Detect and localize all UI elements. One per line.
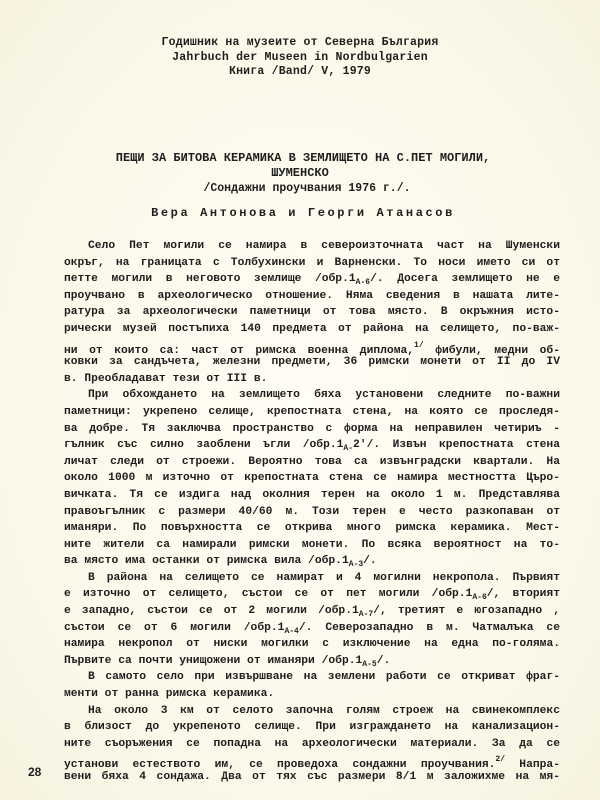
text-line [64,736,560,753]
text-line [64,238,560,255]
text-line-content: паметници: укрепено селище, крепостната стена, на която се проследя- [64,405,560,418]
text-line-content: рически музей постъпиха 140 предмета от района на селището, по-важ- [64,322,560,335]
text-line [64,271,560,288]
text-line-content: /, вторият [486,588,560,601]
text-line-content: ратура за археологически паметници от това място. В окръжния исто- [64,306,560,319]
text-line-content: иманяри. По повърхността се открива много римска керамика. Мест- [64,522,560,535]
text-line-content: 2'/. Извън крепостната стена [353,439,560,452]
text-line-content: около 1000 м източно от крепостната стена се намира местността Църо- [64,472,560,485]
text-line [64,769,560,786]
text-line [64,586,560,603]
text-line-content: ните жители са намирали римски монети. По всяка вероятност на то- [64,538,560,551]
text-line [64,371,560,388]
text-line [64,354,560,371]
text-line [64,636,560,653]
text-line [64,553,560,570]
text-line-content: правоъгълник с размери 40/60 м. Този терен е често разкопаван от [64,505,560,518]
text-line [64,304,560,321]
journal-volume: Книга /Band/ V, 1979 [228,65,372,78]
text-line [64,470,560,487]
text-line-content: проучвано в археологическо отношение. Няма сведения в нашата лите- [64,289,560,302]
text-line-content: менти от ранна римска керамика. [64,688,275,701]
figure-subscript: А-6 [472,593,487,603]
article-title-line-2: ШУМЕНСКО [271,166,329,180]
text-line [64,520,560,537]
text-line-content: вени бяха 4 сондажа. Два от тях със размери 8/1 м заложихме на мя- [64,771,560,783]
text-line-content: Село Пет могили се намира в североизточната част на Шуменски [88,240,560,252]
text-line-content: петте могили в неговото землище /обр.1 [64,273,356,286]
text-line-content: е западно, състои се от 2 могили /обр.1 [64,605,359,618]
text-line-content: установи естеството им, се проведоха сондажни проучвания. [64,759,496,772]
text-line-content: /. [376,654,391,667]
figure-subscript: А-3 [348,560,364,570]
figure-subscript: А-6 [355,278,371,288]
journal-title-bulgarian: Годишник на музеите от Северна България [161,36,439,49]
text-line-content: Първите са почти унищожени от иманяри /обр.1 [64,654,363,667]
text-line [64,387,560,404]
text-line [64,719,560,736]
text-line-content: ковки за сандъчета, железни предмети, 36 римски монети от II до IV [64,356,560,369]
text-line-content: Напра- [505,759,560,772]
text-line-content: ва място има останки от римска вила /обр.1 [64,555,349,568]
figure-subscript: А-7 [358,610,374,620]
text-line-content: ни от които са: част от римска военна диплома, [64,344,415,357]
text-line-content: /. [363,555,377,568]
text-line-content: При обхождането на землището бяха установени следните по-важни [88,389,560,402]
text-line-content: е източно от селището, състои се от пет могили /обр.1 [64,588,473,601]
footnote-reference[interactable]: 2/ [495,755,506,765]
text-line-content: състои се от 6 могили /обр.1 [64,621,285,634]
footnote-reference[interactable]: 1/ [414,340,424,350]
figure-subscript: А-4 [284,626,299,636]
text-line-content: /. Северозападно в м. Чатмалъка се [298,621,560,634]
text-line [64,288,560,305]
page-number: 28 [28,765,42,779]
text-line-content: в близост до укрепеното селище. При изграждането на канализацион- [64,721,560,734]
journal-header [0,36,600,80]
article-subtitle: /Сондажни проучвания 1976 г./. [203,182,411,195]
text-line-content: вичката. Тя се издига над околния терен на около 1 м. Представлява [64,488,560,501]
text-line [64,255,560,272]
article-authors: Вера Антонова и Георги Атанасов [151,206,455,220]
text-line-content: В самото село при извършване на землени работи се откриват фраг- [88,671,560,684]
text-line [64,703,560,720]
text-line-content: окръг, на границата с Толбухински и Варненски. То носи името си от [64,256,560,269]
text-line [64,504,560,521]
text-line [64,454,560,471]
text-line-content: гълник със силно заоблени ъгли /обр.1 [64,439,344,452]
text-line-content: /. Досега землището не е [370,273,560,286]
figure-subscript: А- [343,444,354,454]
figure-subscript: А-5 [362,659,377,669]
text-line [64,338,560,355]
text-line [64,437,560,454]
text-line [64,321,560,338]
article-title [0,151,600,181]
text-line [64,487,560,504]
text-line [64,603,560,620]
text-line-content: ните съоръжения се попадна на археологически материали. За да се [64,737,560,750]
article-title-line-1: ПЕЩИ ЗА БИТОВА КЕРАМИКА В ЗЕМЛИЩЕТО НА С.ПЕТ МОГИЛИ, [115,151,491,165]
text-line-content: ва добре. Тя заключва пространство с форма на неправилен четириъ - [64,422,560,435]
journal-title-german: Jahrbuch der Museen in Nordbulgarien [172,50,428,64]
text-line [64,669,560,686]
text-line-content: личат следи от строежи. Вероятно това са извънградски квартали. На [64,455,560,468]
text-line-content: /, третият е югозападно , [373,605,561,618]
text-line [64,752,560,772]
text-line [64,404,560,421]
text-line [64,537,560,554]
text-line-content: На около 3 км от селото започна голям строеж на свинекомплекс [88,704,560,717]
text-line [64,570,560,587]
text-line-content: намира некропол от ниски могилки с изключение на една по-голяма. [64,638,560,651]
text-line-content: фибули, медни об- [423,344,560,357]
text-line [64,421,560,438]
text-line-content: в. Преобладават тези от III в. [64,372,268,385]
article-body [64,238,560,786]
text-line-content: В района на селището се намират и 4 могилни некропола. Първият [88,571,560,584]
text-line [64,620,560,637]
text-line [64,686,560,703]
text-line [64,653,560,670]
